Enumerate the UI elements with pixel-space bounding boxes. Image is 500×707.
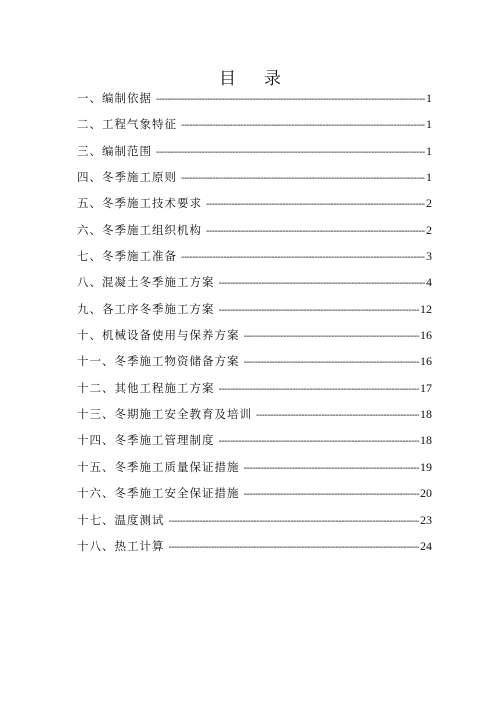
toc-entry[interactable] bbox=[77, 143, 432, 169]
toc-entry-label: 十七、温度测试 bbox=[77, 512, 165, 527]
toc-entry[interactable] bbox=[77, 301, 432, 327]
toc-entry[interactable] bbox=[77, 380, 432, 406]
toc-entry[interactable] bbox=[77, 222, 432, 248]
toc-entry-page: 16 bbox=[420, 354, 432, 369]
toc-entry[interactable] bbox=[77, 195, 432, 221]
toc-entry-page: 20 bbox=[420, 486, 432, 501]
dot-leader bbox=[244, 357, 420, 368]
toc-entry-label: 十、机械设备使用与保养方案 bbox=[77, 328, 240, 343]
dot-leader bbox=[244, 489, 420, 500]
dot-leader bbox=[181, 173, 425, 184]
toc-entry-label: 十一、冬季施工物资储备方案 bbox=[77, 354, 240, 369]
toc-entry[interactable] bbox=[77, 327, 432, 353]
toc-title-part1: 目 bbox=[219, 69, 236, 89]
toc-entry-label: 三、编制范围 bbox=[77, 143, 152, 158]
dot-leader bbox=[219, 384, 420, 395]
dot-leader bbox=[181, 252, 425, 263]
toc-entry-page: 19 bbox=[420, 459, 432, 474]
toc-entry-page: 3 bbox=[426, 249, 432, 264]
dot-leader bbox=[244, 463, 420, 474]
toc-entry-page: 23 bbox=[420, 512, 432, 527]
dot-leader bbox=[244, 331, 420, 342]
toc-entry[interactable] bbox=[77, 169, 432, 195]
toc-entry-label: 五、冬季施工技术要求 bbox=[77, 196, 202, 211]
toc-entry-page: 18 bbox=[420, 433, 432, 448]
toc-entry-label: 四、冬季施工原则 bbox=[77, 170, 177, 185]
dot-leader bbox=[219, 278, 426, 289]
dot-leader bbox=[206, 199, 425, 210]
dot-leader bbox=[169, 516, 420, 527]
dot-leader bbox=[156, 147, 425, 158]
toc-entry-label: 十六、冬季施工安全保证措施 bbox=[77, 486, 240, 501]
toc-entry[interactable] bbox=[77, 512, 432, 538]
dot-leader bbox=[156, 94, 425, 105]
toc-entry-label: 十四、冬季施工管理制度 bbox=[77, 433, 215, 448]
toc-entry-page: 2 bbox=[426, 222, 432, 237]
toc-entry-label: 九、各工序冬季施工方案 bbox=[77, 301, 215, 316]
toc-entry-label: 十三、冬期施工安全教育及培训 bbox=[77, 407, 252, 422]
toc-entry-label: 十八、热工计算 bbox=[77, 538, 165, 553]
toc-entry-label: 十二、其他工程施工方案 bbox=[77, 380, 215, 395]
toc-entry-label: 一、编制依据 bbox=[77, 91, 152, 105]
toc-entry-page: 16 bbox=[420, 328, 432, 343]
dot-leader bbox=[219, 305, 420, 316]
toc-entry-label: 二、工程气象特征 bbox=[77, 117, 177, 132]
toc-entry[interactable] bbox=[77, 248, 432, 274]
toc-entry-page: 1 bbox=[426, 170, 432, 185]
toc-entry[interactable] bbox=[77, 274, 432, 300]
toc-entry-label: 八、混凝土冬季施工方案 bbox=[77, 275, 215, 290]
toc-entry[interactable] bbox=[77, 406, 432, 432]
toc-entry[interactable] bbox=[77, 485, 432, 511]
dot-leader bbox=[206, 226, 425, 237]
toc-title bbox=[0, 64, 500, 89]
toc-entry-label: 六、冬季施工组织机构 bbox=[77, 222, 202, 237]
dot-leader bbox=[219, 436, 420, 447]
dot-leader bbox=[169, 542, 420, 553]
toc-entry-page: 1 bbox=[426, 91, 432, 105]
toc-entry-label: 七、冬季施工准备 bbox=[77, 249, 177, 264]
dot-leader bbox=[181, 120, 425, 131]
toc-entry-page: 24 bbox=[420, 538, 432, 553]
toc-entry[interactable] bbox=[77, 116, 432, 142]
toc-entry-label: 十五、冬季施工质量保证措施 bbox=[77, 459, 240, 474]
toc-entry[interactable] bbox=[77, 432, 432, 458]
toc-entry-page: 18 bbox=[420, 407, 432, 422]
toc-entry[interactable] bbox=[77, 90, 432, 116]
toc-entry-page: 4 bbox=[426, 275, 432, 290]
toc-list bbox=[77, 90, 432, 564]
toc-title-part2: 录 bbox=[264, 69, 281, 89]
toc-entry-page: 12 bbox=[420, 301, 432, 316]
toc-entry[interactable] bbox=[77, 353, 432, 379]
dot-leader bbox=[256, 410, 419, 421]
toc-entry[interactable] bbox=[77, 538, 432, 564]
toc-entry-page: 1 bbox=[426, 117, 432, 132]
toc-entry-page: 1 bbox=[426, 143, 432, 158]
toc-entry-page: 17 bbox=[420, 380, 432, 395]
toc-entry[interactable] bbox=[77, 459, 432, 485]
toc-entry-page: 2 bbox=[426, 196, 432, 211]
